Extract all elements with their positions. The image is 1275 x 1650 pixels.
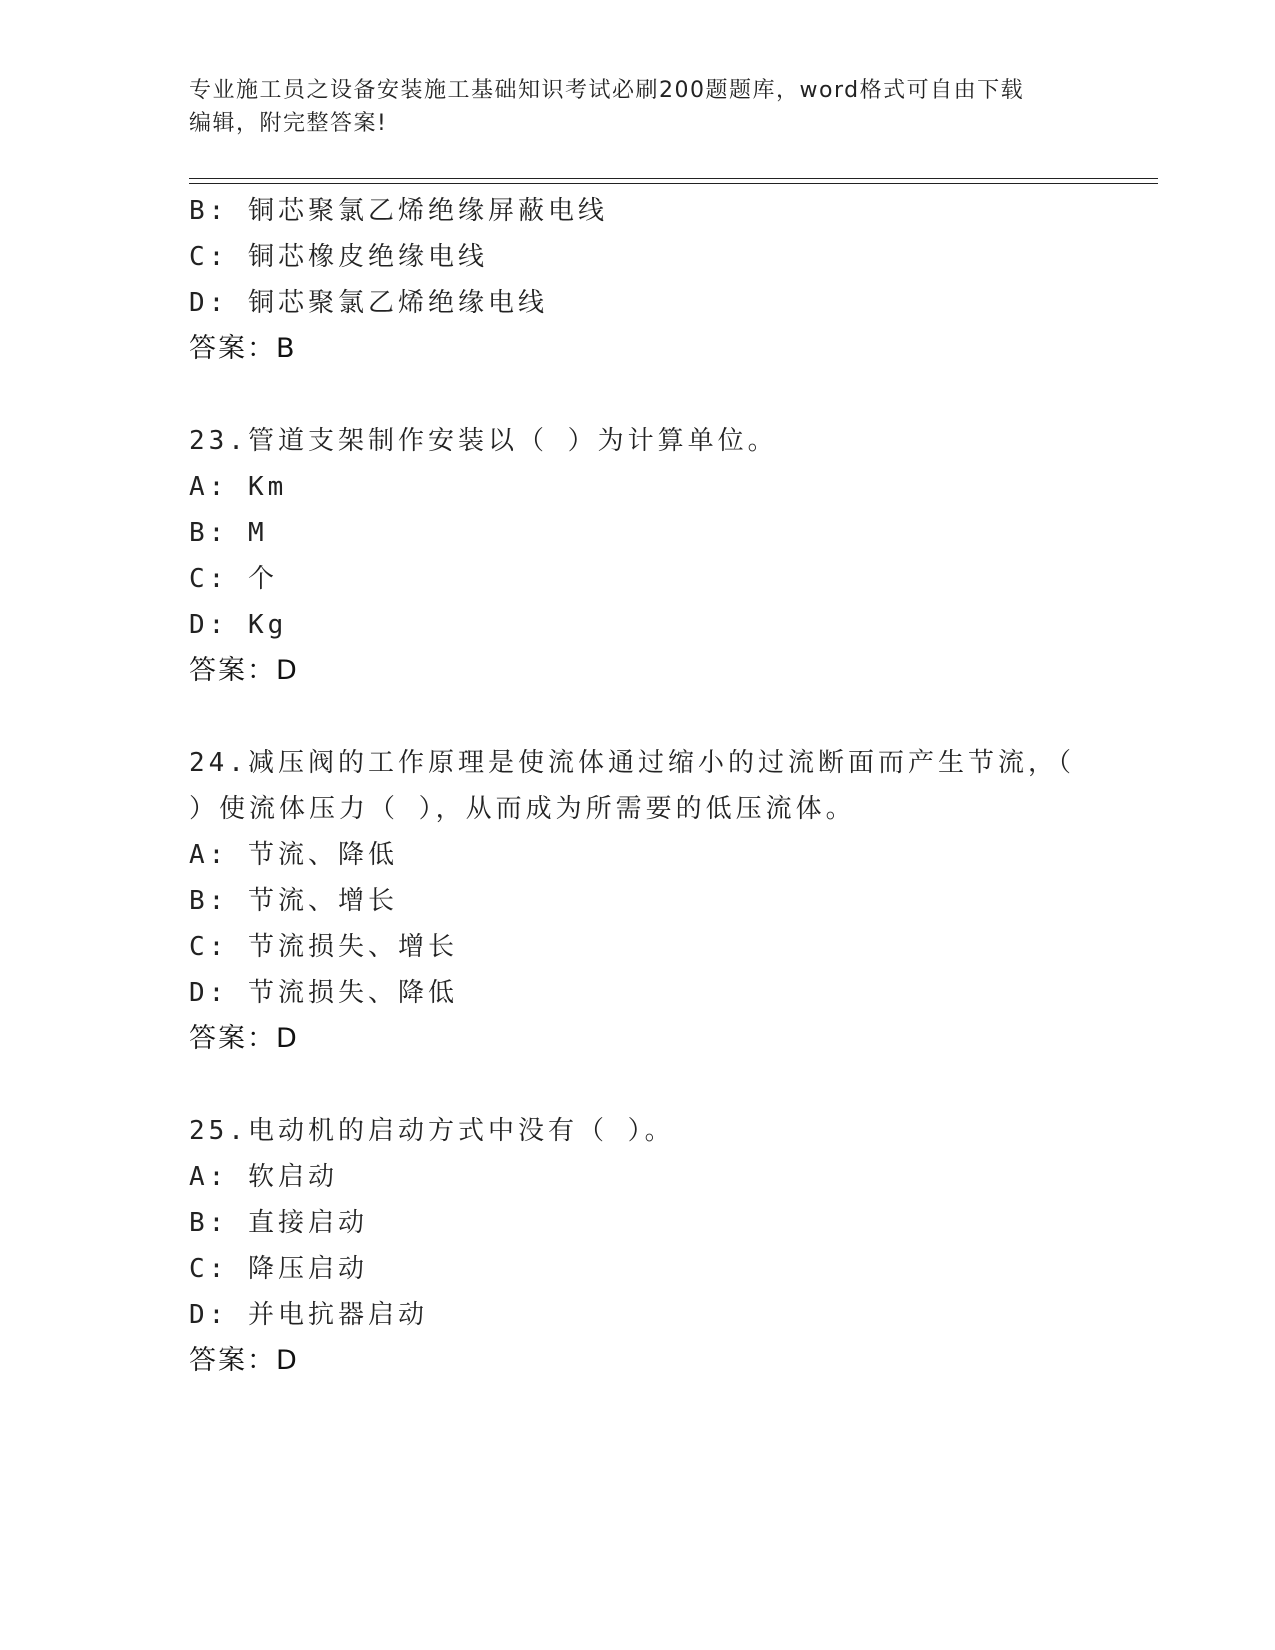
option-b: B: 节流、增长 [189, 886, 398, 916]
question-block-23 [189, 418, 1149, 694]
header-title-line-1: 专业施工员之设备安装施工基础知识考试必刷200题题库，word格式可自由下载 [189, 78, 1025, 103]
option-c: C: 个 [189, 564, 278, 594]
question-text: 23.管道支架制作安装以（ ）为计算单位。 [189, 426, 778, 456]
option-a: A: 软启动 [189, 1162, 338, 1192]
header-divider-top [189, 178, 1158, 179]
question-text: 25.电动机的启动方式中没有（ ）。 [189, 1116, 675, 1146]
header-divider-bottom [189, 183, 1158, 184]
answer-label: 答案：D [189, 1345, 299, 1376]
spacer [189, 1062, 1149, 1108]
option-d: D: Kg [189, 610, 288, 640]
question-block-25 [189, 1108, 1149, 1384]
option-c: C: 降压启动 [189, 1254, 368, 1284]
spacer [189, 694, 1149, 740]
document-body [189, 188, 1149, 1384]
answer-label: 答案：B [189, 333, 297, 364]
question-text-line-1: 24.减压阀的工作原理是使流体通过缩小的过流断面而产生节流，（ [189, 748, 1075, 778]
option-c: C: 铜芯橡皮绝缘电线 [189, 242, 488, 272]
answer-label: 答案：D [189, 655, 299, 686]
option-b: B: 铜芯聚氯乙烯绝缘屏蔽电线 [189, 196, 608, 226]
option-b: B: 直接启动 [189, 1208, 368, 1238]
option-b: B: M [189, 518, 268, 548]
option-c: C: 节流损失、增长 [189, 932, 458, 962]
question-block-24 [189, 740, 1149, 1062]
header-title-line-2: 编辑，附完整答案! [189, 111, 388, 136]
answer-label: 答案：D [189, 1023, 299, 1054]
question-block-22 [189, 188, 1149, 372]
question-text-line-2: ）使流体压力（ ），从而成为所需要的低压流体。 [189, 794, 856, 824]
option-d: D: 铜芯聚氯乙烯绝缘电线 [189, 288, 548, 318]
spacer [189, 372, 1149, 418]
option-d: D: 并电抗器启动 [189, 1300, 428, 1330]
document-header [189, 74, 1089, 140]
option-d: D: 节流损失、降低 [189, 978, 458, 1008]
option-a: A: 节流、降低 [189, 840, 398, 870]
option-a: A: Km [189, 472, 288, 502]
